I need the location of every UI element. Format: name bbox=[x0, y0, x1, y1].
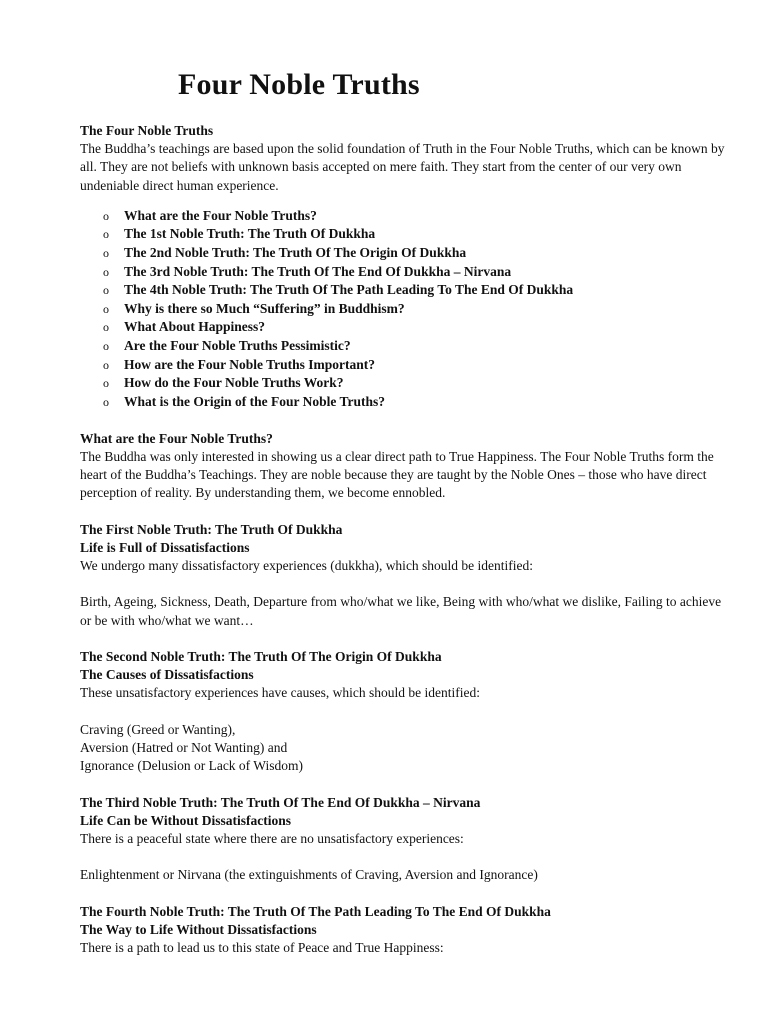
toc-item[interactable]: o The 3rd Noble Truth: The Truth Of The End Of Dukkha – Nirvana bbox=[80, 263, 732, 282]
intro-heading: The Four Noble Truths bbox=[80, 123, 214, 138]
section-detail: Birth, Ageing, Sickness, Death, Departure from who/what we like, Being with who/what we dislike, Failing to achieve or be with who/what we want… bbox=[80, 594, 722, 628]
section-heading: The Third Noble Truth: The Truth Of The End Of Dukkha – Nirvana bbox=[80, 794, 481, 810]
section-subheading: Life Can be Without Dissatisfactions bbox=[80, 812, 292, 828]
section-detail: Enlightenment or Nirvana (the extinguishments of Craving, Aversion and Ignorance) bbox=[80, 867, 538, 883]
section-subheading: Life is Full of Dissatisfactions bbox=[80, 539, 250, 555]
section-heading: The Fourth Noble Truth: The Truth Of The Path Leading To The End Of Dukkha bbox=[80, 903, 551, 919]
section-subheading: The Causes of Dissatisfactions bbox=[80, 667, 254, 683]
bullet-icon: o bbox=[103, 208, 109, 223]
table-of-contents bbox=[80, 207, 732, 412]
bullet-icon: o bbox=[103, 338, 109, 353]
toc-item[interactable]: o Why is there so Much “Suffering” in Buddhism? bbox=[80, 300, 732, 319]
toc-item[interactable]: o What is the Origin of the Four Noble Truths? bbox=[80, 393, 732, 412]
section-paragraph: The Buddha was only interested in showing us a clear direct path to True Happiness. The Four Noble Truths form the heart of the Buddha’s Teachings. They are noble because they are taught by the Noble Ones – those who have direct perception of reality. By understanding them, we become ennobled. bbox=[80, 448, 714, 501]
toc-item[interactable]: o Are the Four Noble Truths Pessimistic? bbox=[80, 337, 732, 356]
toc-item[interactable]: o The 1st Noble Truth: The Truth Of Dukkha bbox=[80, 225, 732, 244]
toc-item[interactable]: o What About Happiness? bbox=[80, 318, 732, 337]
page-title: Four Noble Truths bbox=[178, 68, 420, 101]
section-paragraph: These unsatisfactory experiences have causes, which should be identified: bbox=[80, 685, 480, 701]
toc-item[interactable]: o The 4th Noble Truth: The Truth Of The Path Leading To The End Of Dukkha bbox=[80, 281, 732, 300]
bullet-icon: o bbox=[103, 394, 109, 409]
section-paragraph: We undergo many dissatisfactory experiences (dukkha), which should be identified: bbox=[80, 557, 534, 573]
toc-item[interactable]: o The 2nd Noble Truth: The Truth Of The Origin Of Dukkha bbox=[80, 244, 732, 263]
bullet-icon: o bbox=[103, 264, 109, 279]
bullet-icon: o bbox=[103, 376, 109, 391]
cause-line: Craving (Greed or Wanting), bbox=[80, 721, 236, 737]
intro-paragraph: The Buddha’s teachings are based upon the solid foundation of Truth in the Four Noble Truths, which can be known by all. They are not beliefs with unknown basis accepted on mere faith. They start from the center of our very own undeniable direct human experience. bbox=[80, 141, 725, 193]
toc-item[interactable]: o How do the Four Noble Truths Work? bbox=[80, 374, 732, 393]
bullet-icon: o bbox=[103, 301, 109, 316]
toc-item[interactable]: o What are the Four Noble Truths? bbox=[80, 207, 732, 226]
section-paragraph: There is a peaceful state where there are no unsatisfactory experiences: bbox=[80, 830, 464, 846]
section-paragraph: There is a path to lead us to this state of Peace and True Happiness: bbox=[80, 940, 444, 956]
section-heading: The First Noble Truth: The Truth Of Dukkha bbox=[80, 521, 343, 537]
bullet-icon: o bbox=[103, 357, 109, 372]
bullet-icon: o bbox=[103, 283, 109, 298]
section-heading: What are the Four Noble Truths? bbox=[80, 430, 273, 446]
section-subheading: The Way to Life Without Dissatisfactions bbox=[80, 921, 317, 937]
bullet-icon: o bbox=[103, 246, 109, 260]
document-body bbox=[80, 122, 732, 957]
section-heading: The Second Noble Truth: The Truth Of The Origin Of Dukkha bbox=[80, 648, 442, 664]
bullet-icon: o bbox=[103, 320, 109, 335]
cause-line: Ignorance (Delusion or Lack of Wisdom) bbox=[80, 758, 304, 774]
cause-line: Aversion (Hatred or Not Wanting) and bbox=[80, 739, 288, 755]
bullet-icon: o bbox=[103, 227, 109, 242]
toc-item[interactable]: o How are the Four Noble Truths Important? bbox=[80, 356, 732, 375]
